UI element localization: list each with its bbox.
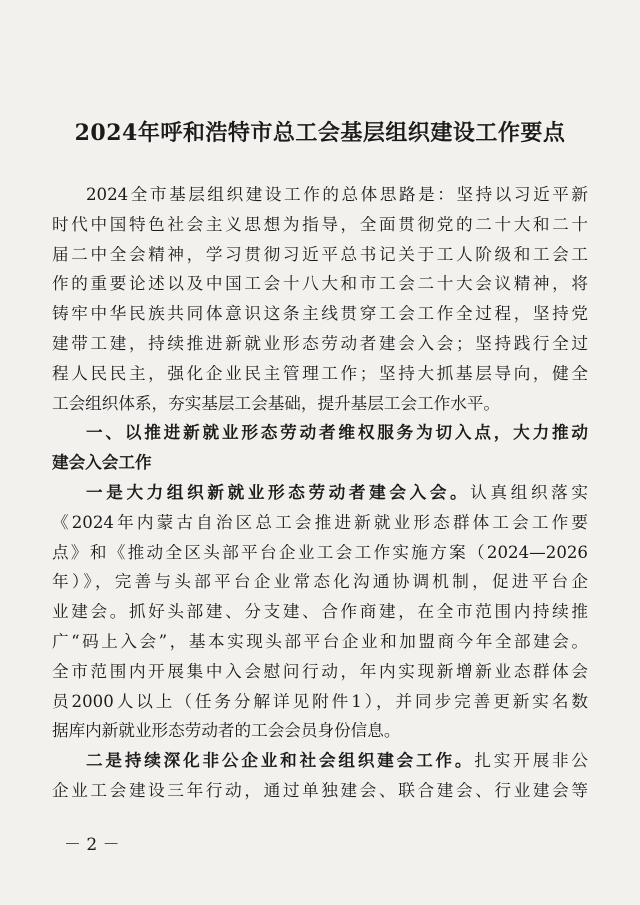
paragraph-line: 铸牢中华民族共同体意识这条主线贯穿工会工作全过程，坚持党 xyxy=(52,304,588,324)
item-lead-text: 二是持续深化非公企业和社会组织建会工作。 xyxy=(86,750,475,771)
paragraph-line: 建带工建，持续推进新就业形态劳动者建会入会；坚持践行全过 xyxy=(52,333,588,353)
section-heading-line: 一、以推进新就业形态劳动者维权服务为切入点，大力推动 xyxy=(86,422,588,443)
paragraph-line: 企业工会建设三年行动，通过单独建会、联合建会、行业建会等 xyxy=(52,780,588,800)
paragraph-line: 《2024年内蒙古自治区总工会推进新就业形态群体工会工作要 xyxy=(52,512,588,532)
paragraph-line: 年）》，完善与头部平台企业常态化沟通协调机制，促进平台企 xyxy=(52,572,588,592)
document-title: 2024年呼和浩特市总工会基层组织建设工作要点 xyxy=(74,120,566,146)
paragraph-line: 员2000人以上（任务分解详见附件1），并同步完善更新实名数 xyxy=(52,691,588,711)
item-text: 扎实开展非公 xyxy=(474,751,589,771)
item-text: 认真组织落实 xyxy=(470,482,589,502)
page-number: － 2 － xyxy=(64,835,120,855)
paragraph-line: 2024全市基层组织建设工作的总体思路是：坚持以习近平新 xyxy=(86,185,588,204)
paragraph-line: 业建会。抓好头部建、分支建、合作商建，在全市范围内持续推 xyxy=(52,602,588,622)
paragraph-line: 作的重要论述以及中国工会十八大和市工会二十大会议精神，将 xyxy=(52,274,588,294)
paragraph-line: 据库内新就业形态劳动者的工会会员身份信息。 xyxy=(52,721,401,741)
paragraph-line: 全市范围内开展集中入会慰问行动，年内实现新增新业态群体会 xyxy=(52,661,588,681)
paragraph-line: 时代中国特色社会主义思想为指导，全面贯彻党的二十大和二十 xyxy=(52,214,588,234)
item-first-line xyxy=(52,746,588,776)
item-first-line xyxy=(52,478,588,508)
item-lead-text: 一是大力组织新就业形态劳动者建会入会。 xyxy=(86,481,471,502)
paragraph-line: 点》和《推动全区头部平台企业工会工作实施方案（2024—2026 xyxy=(52,542,588,562)
paragraph-line: 广“码上入会”，基本实现头部平台企业和加盟商今年全部建会。 xyxy=(52,631,588,651)
paragraph-line: 届二中全会精神，学习贯彻习近平总书记关于工人阶级和工会工 xyxy=(52,244,588,264)
section-heading-line: 建会入会工作 xyxy=(52,452,152,473)
paragraph-line: 程人民民主，强化企业民主管理工作；坚持大抓基层导向，健全 xyxy=(52,363,588,383)
paragraph-line: 工会组织体系，夯实基层工会基础，提升基层工会工作水平。 xyxy=(52,393,501,413)
document-body xyxy=(52,180,588,806)
